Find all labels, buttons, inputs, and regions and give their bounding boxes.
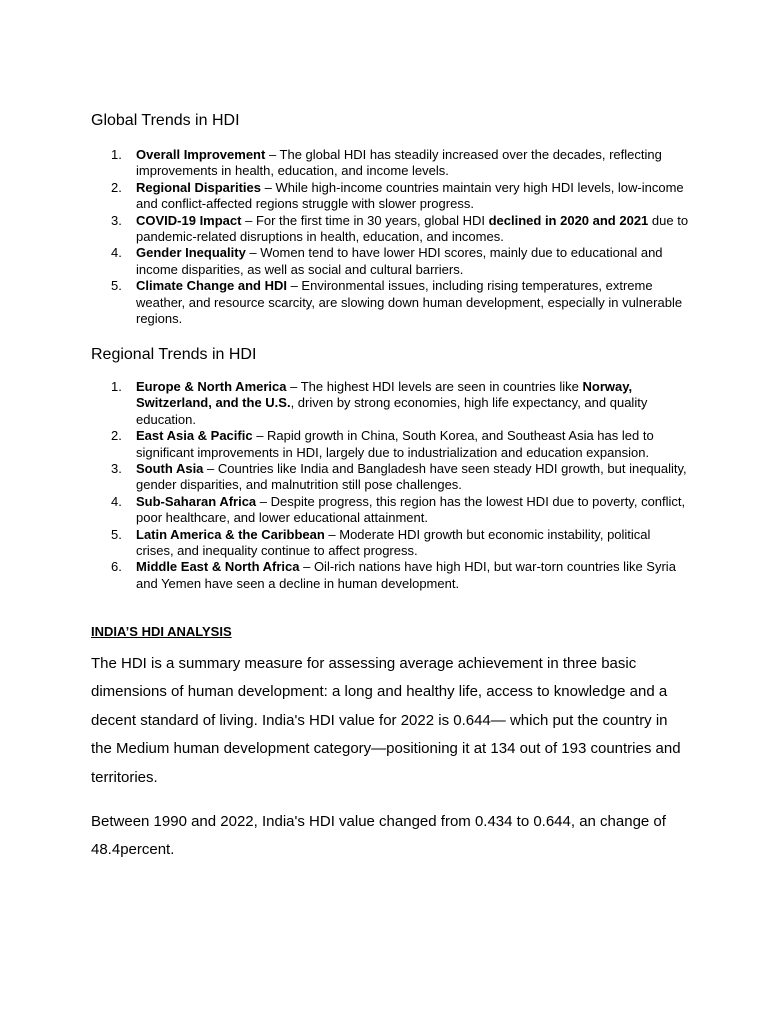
list-item [91,278,691,327]
list-item [91,147,691,180]
list-item-number: 1. [111,379,122,394]
india-hdi-paragraph: The HDI is a summary measure for assessing average achievement in three basic dimensions of human development: a long and healthy life, access to knowledge and a decent standard of living. India's HDI value for 2022 is 0.644— which put the country in the Medium human development category—positioning it at 134 out of 193 countries and territories. [91,655,681,786]
list-item-text: – Rapid growth in China, South Korea, and Southeast Asia has led to significant improvements in HDI, largely due to industrialization and education expansion. [136,428,654,460]
list-item-title: Overall Improvement [136,147,266,162]
list-item-text: – Despite progress, this region has the lowest HDI due to poverty, conflict, poor healthcare, and lower educational attainment. [136,493,686,526]
list-item-title: Latin America & the Caribbean [136,526,325,542]
list-item [91,245,691,278]
list-item-text: – While high-income countries maintain very high HDI levels, low-income and conflict-affected regions struggle with slower progress. [136,179,684,212]
list-item-text: – The global HDI has steadily increased over the decades, reflecting improvements in health, education, and income levels. [136,147,662,179]
india-hdi-heading: INDIA’S HDI ANALYSIS [91,624,232,639]
list-item [91,527,691,560]
global-trends-heading: Global Trends in HDI [91,112,240,129]
list-item-number: 5. [111,278,122,294]
list-item-number: 4. [111,493,122,509]
list-item-number: 3. [111,461,122,477]
list-item-text: – Moderate HDI growth but economic instability, political crises, and inequality continue to affect progress. [136,526,651,559]
list-item-title: East Asia & Pacific [136,428,253,444]
list-item-text: – Environmental issues, including rising temperatures, extreme weather, and resource scarcity, are slowing down human development, especially in vulnerable regions. [136,278,683,327]
list-item [91,213,691,246]
list-item [91,559,691,592]
list-item-title: South Asia [136,461,204,477]
list-item [91,461,691,494]
list-item-title: Regional Disparities [136,179,261,195]
list-item-title: Middle East & North Africa [136,559,300,575]
global-trends-list [91,147,691,327]
list-item-text: – Oil-rich nations have high HDI, but war-torn countries like Syria and Yemen have seen a decline in human development. [136,559,676,591]
list-item-text: – For the first time in 30 years, global HDI [241,212,489,228]
list-item-number: 5. [111,526,122,542]
list-item-number: 4. [111,245,122,261]
regional-trends-heading: Regional Trends in HDI [91,346,257,363]
list-item-text: , driven by strong economies, high life expectancy, and quality education. [136,395,648,427]
list-item-number: 6. [111,559,122,575]
list-item [91,379,691,428]
india-hdi-change-paragraph: Between 1990 and 2022, India's HDI value changed from 0.434 to 0.644, an change of 48.4percent. [91,813,666,859]
list-item-title: COVID-19 Impact [136,212,242,228]
list-item-text: due to pandemic-related disruptions in health, education, and incomes. [136,212,689,245]
list-item-number: 1. [111,147,122,162]
list-item-text: – The highest HDI levels are seen in countries like [286,379,583,394]
list-item-title: Climate Change and HDI [136,278,287,294]
list-item-number: 2. [111,179,122,195]
list-item-text: – Countries like India and Bangladesh have seen steady HDI growth, but inequality, gender disparities, and malnutrition still pose challenges. [136,461,687,493]
list-item-emphasis: Norway, Switzerland, and the U.S. [136,379,633,411]
list-item-number: 2. [111,428,122,444]
list-item [91,180,691,213]
list-item [91,428,691,461]
list-item-title: Sub-Saharan Africa [136,493,257,509]
list-item-title: Europe & North America [136,379,287,394]
list-item-emphasis: declined in 2020 and 2021 [488,212,649,228]
regional-trends-list [91,379,691,592]
list-item-number: 3. [111,212,122,228]
list-item [91,494,691,527]
list-item-text: – Women tend to have lower HDI scores, mainly due to educational and income disparities, as well as social and cultural barriers. [136,245,663,277]
list-item-title: Gender Inequality [136,245,246,261]
